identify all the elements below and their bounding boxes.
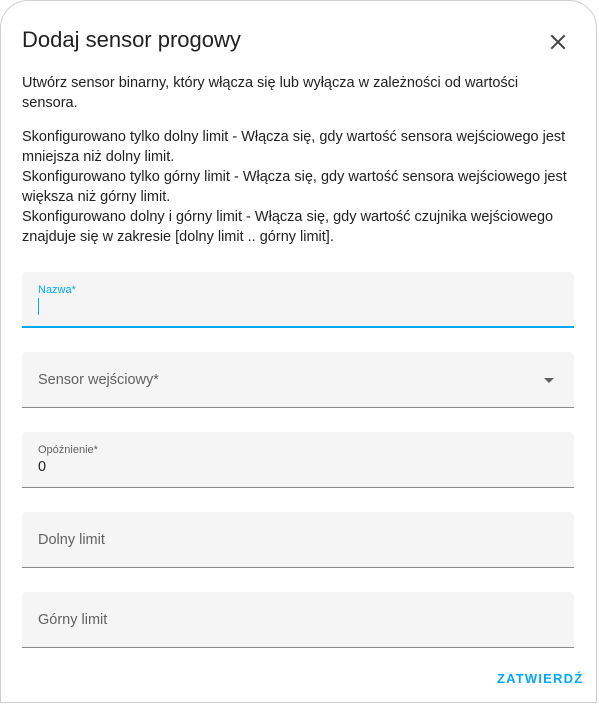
name-field-label: Nazwa*: [38, 284, 76, 296]
limit-rules: [22, 127, 578, 247]
delay-field-value[interactable]: 0: [38, 459, 47, 475]
upper-limit-field[interactable]: [22, 592, 574, 648]
upper-limit-label: Górny limit: [38, 612, 108, 628]
close-button[interactable]: [541, 25, 575, 59]
delay-field[interactable]: [22, 432, 574, 488]
rule-lower-only: Skonfigurowano tylko dolny limit - Włącza się, gdy wartość sensora wejściowego jest mniejsza niż dolny limit.: [22, 129, 566, 165]
dialog-title: Dodaj sensor progowy: [22, 27, 241, 52]
input-sensor-select[interactable]: [22, 352, 574, 408]
name-field[interactable]: [22, 272, 574, 328]
submit-button[interactable]: ZATWIERDŹ: [497, 671, 584, 686]
rule-both-limits: Skonfigurowano dolny i górny limit - Włącza się, gdy wartość czujnika wejściowego znajduje się w zakresie [dolny limit .. górny limit].: [22, 209, 554, 245]
delay-field-label: Opóźnienie*: [38, 444, 98, 456]
dialog-description: Utwórz sensor binarny, który włącza się lub wyłącza w zależności od wartości sensora.: [22, 75, 519, 111]
text-cursor: [38, 298, 39, 315]
close-icon: [550, 34, 566, 50]
lower-limit-label: Dolny limit: [38, 532, 105, 548]
lower-limit-field[interactable]: [22, 512, 574, 568]
input-sensor-label: Sensor wejściowy*: [38, 372, 159, 388]
rule-upper-only: Skonfigurowano tylko górny limit - Włącza się, gdy wartość sensora wejściowego jest większa niż górny limit.: [22, 169, 567, 205]
chevron-down-icon[interactable]: [544, 378, 554, 383]
